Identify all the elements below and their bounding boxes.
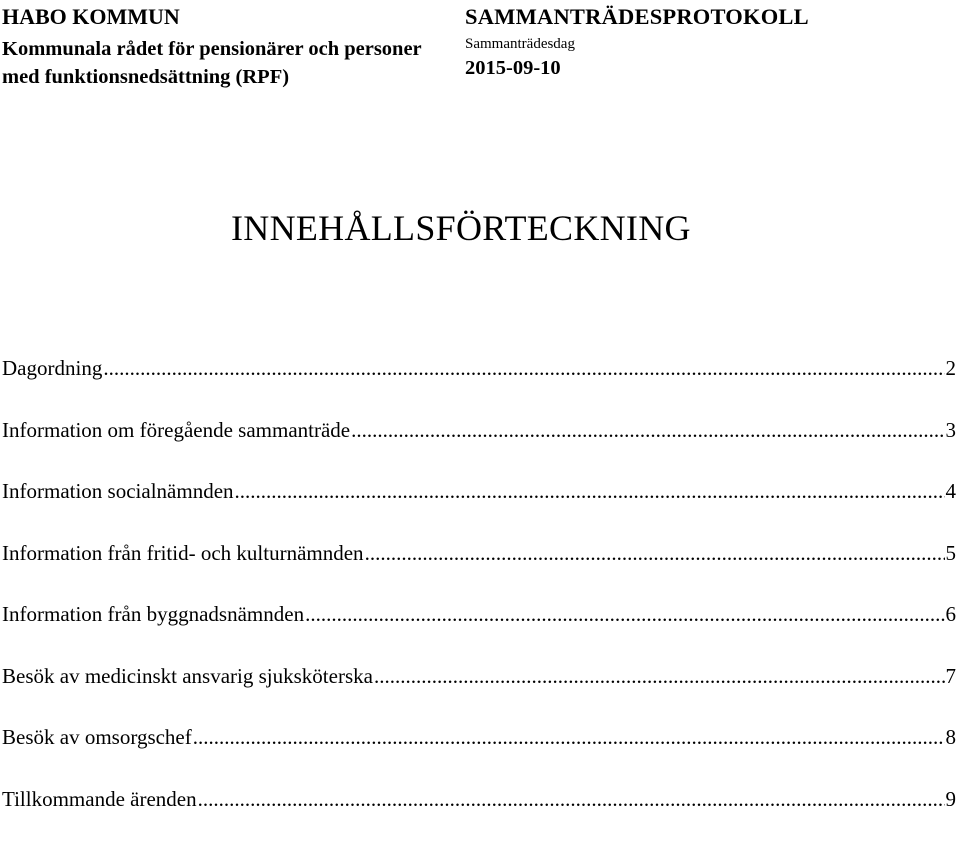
toc-entry[interactable] [2, 658, 956, 720]
toc-entry-label: Information från fritid- och kulturnämnden [2, 535, 364, 571]
toc-entry-label: Besök av medicinskt ansvarig sjuksköterska [2, 658, 373, 694]
toc-entry-label: Information socialnämnden [2, 473, 234, 509]
header-left [2, 4, 457, 91]
toc-entry-page: 7 [946, 658, 957, 694]
toc-entry-page: 5 [946, 535, 957, 571]
toc-entry[interactable] [2, 781, 956, 842]
meeting-date-label: Sammanträdesdag [465, 35, 945, 53]
toc-leader-dots [193, 719, 945, 755]
toc-leader-dots [305, 596, 944, 632]
toc-entry-label: Besök av omsorgschef [2, 719, 192, 755]
toc-leader-dots [365, 535, 945, 571]
toc-entry[interactable] [2, 412, 956, 474]
committee-name: Kommunala rådet för pensionärer och personer med funktionsnedsättning (RPF) [2, 35, 457, 91]
meeting-date: 2015-09-10 [465, 55, 945, 81]
table-of-contents [2, 350, 956, 842]
document-type: SAMMANTRÄDESPROTOKOLL [465, 4, 945, 30]
toc-entry-label: Dagordning [2, 350, 102, 386]
toc-entry-page: 2 [946, 350, 957, 386]
toc-entry-page: 4 [946, 473, 957, 509]
toc-entry[interactable] [2, 473, 956, 535]
municipality-name: HABO KOMMUN [2, 4, 457, 30]
toc-title: INNEHÅLLSFÖRTECKNING [231, 203, 691, 253]
toc-leader-dots [351, 412, 944, 448]
toc-entry-label: Tillkommande ärenden [2, 781, 197, 817]
toc-entry[interactable] [2, 350, 956, 412]
toc-entry[interactable] [2, 596, 956, 658]
toc-leader-dots [103, 350, 944, 386]
toc-entry-label: Information om föregående sammanträde [2, 412, 350, 448]
header-right [465, 4, 945, 81]
toc-entry-page: 6 [946, 596, 957, 632]
toc-entry-page: 8 [946, 719, 957, 755]
toc-entry[interactable] [2, 535, 956, 597]
toc-leader-dots [374, 658, 945, 694]
toc-entry[interactable] [2, 719, 956, 781]
toc-leader-dots [235, 473, 945, 509]
toc-entry-label: Information från byggnadsnämnden [2, 596, 304, 632]
toc-leader-dots [198, 781, 945, 817]
toc-entry-page: 3 [946, 412, 957, 448]
toc-entry-page: 9 [946, 781, 957, 817]
